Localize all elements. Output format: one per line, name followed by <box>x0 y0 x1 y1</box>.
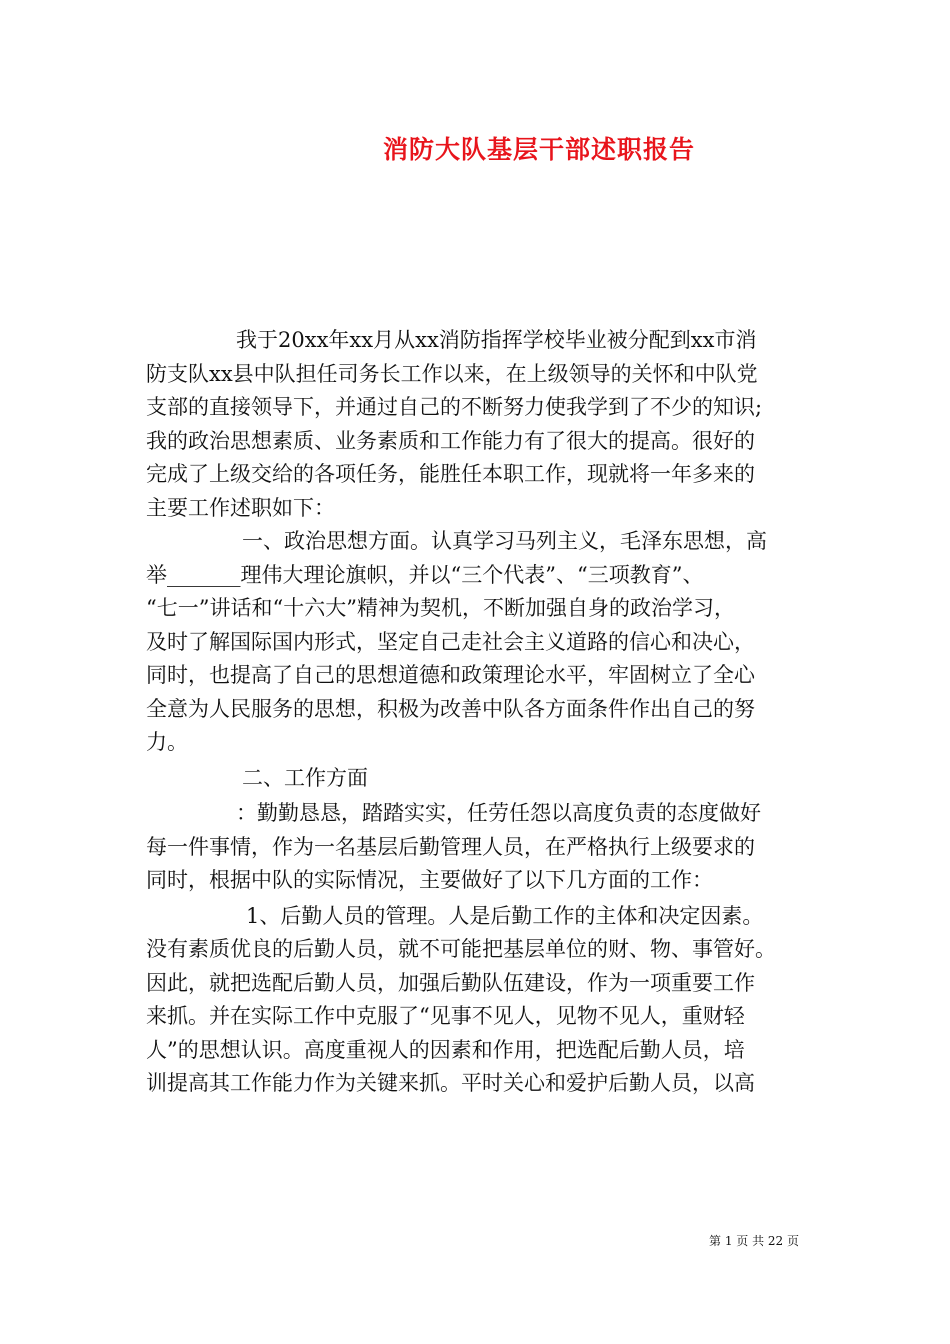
paragraph-line: 人”的思想认识。高度重视人的因素和作用，把选配后勤人员，培 <box>146 1037 745 1062</box>
paragraph-line: 举_______理伟大理论旗帜，并以“三个代表”、“三项教育”、 <box>146 562 704 587</box>
paragraph-line: 同时，根据中队的实际情况，主要做好了以下几方面的工作： <box>146 868 713 892</box>
paragraph-line: 及时了解国际国内形式，坚定自己走社会主义道路的信心和决心， <box>146 629 755 654</box>
page-number-footer: 第 1 页 共 22 页 <box>709 1234 799 1248</box>
paragraph-line: 完成了上级交给的各项任务，能胜任本职工作，现就将一年多来的 <box>146 462 755 486</box>
document-title: 消防大队基层干部述职报告 <box>382 135 695 164</box>
paragraph-line: “七一”讲话和“十六大”精神为契机，不断加强自身的政治学习， <box>146 596 735 620</box>
section-heading-line: 一、政治思想方面。认真学习马列主义，毛泽东思想，高 <box>242 529 767 553</box>
paragraph-line: 我的政治思想素质、业务素质和工作能力有了很大的提高。很好的 <box>146 428 755 453</box>
paragraph-line: 支部的直接领导下，并通过自己的不断努力使我学到了不少的知识; <box>146 395 763 419</box>
paragraph-line: 主要工作述职如下： <box>146 495 335 520</box>
paragraph-line: 我于20xx年xx月从xx消防指挥学校毕业被分配到xx市消 <box>236 328 757 352</box>
section-heading-line: 二、工作方面 <box>242 765 368 790</box>
paragraph-line: 同时，也提高了自己的思想道德和政策理论水平，牢固树立了全心 <box>146 663 755 687</box>
paragraph-line: 来抓。并在实际工作中克服了“见事不见人，见物不见人，重财轻 <box>146 1004 745 1028</box>
paragraph-line: 训提高其工作能力作为关键来抓。平时关心和爱护后勤人员，以高 <box>146 1071 755 1095</box>
paragraph-line: 每一件事情，作为一名基层后勤管理人员，在严格执行上级要求的 <box>146 834 755 859</box>
paragraph-line: 防支队xx县中队担任司务长工作以来，在上级领导的关怀和中队党 <box>146 361 758 386</box>
paragraph-line: 力。 <box>146 730 188 754</box>
document-body <box>146 324 826 1101</box>
paragraph-line: 全意为人民服务的思想，积极为改善中队各方面条件作出自己的努 <box>146 696 755 721</box>
paragraph-line: ：勤勤恳恳，踏踏实实，任劳任怨以高度负责的态度做好 <box>236 801 761 825</box>
paragraph-line: 因此，就把选配后勤人员，加强后勤队伍建设，作为一项重要工作 <box>146 970 755 995</box>
paragraph-line: 没有素质优良的后勤人员，就不可能把基层单位的财、物、事管好。 <box>146 937 776 961</box>
paragraph-line: 1、后勤人员的管理。人是后勤工作的主体和决定因素。 <box>246 903 764 928</box>
